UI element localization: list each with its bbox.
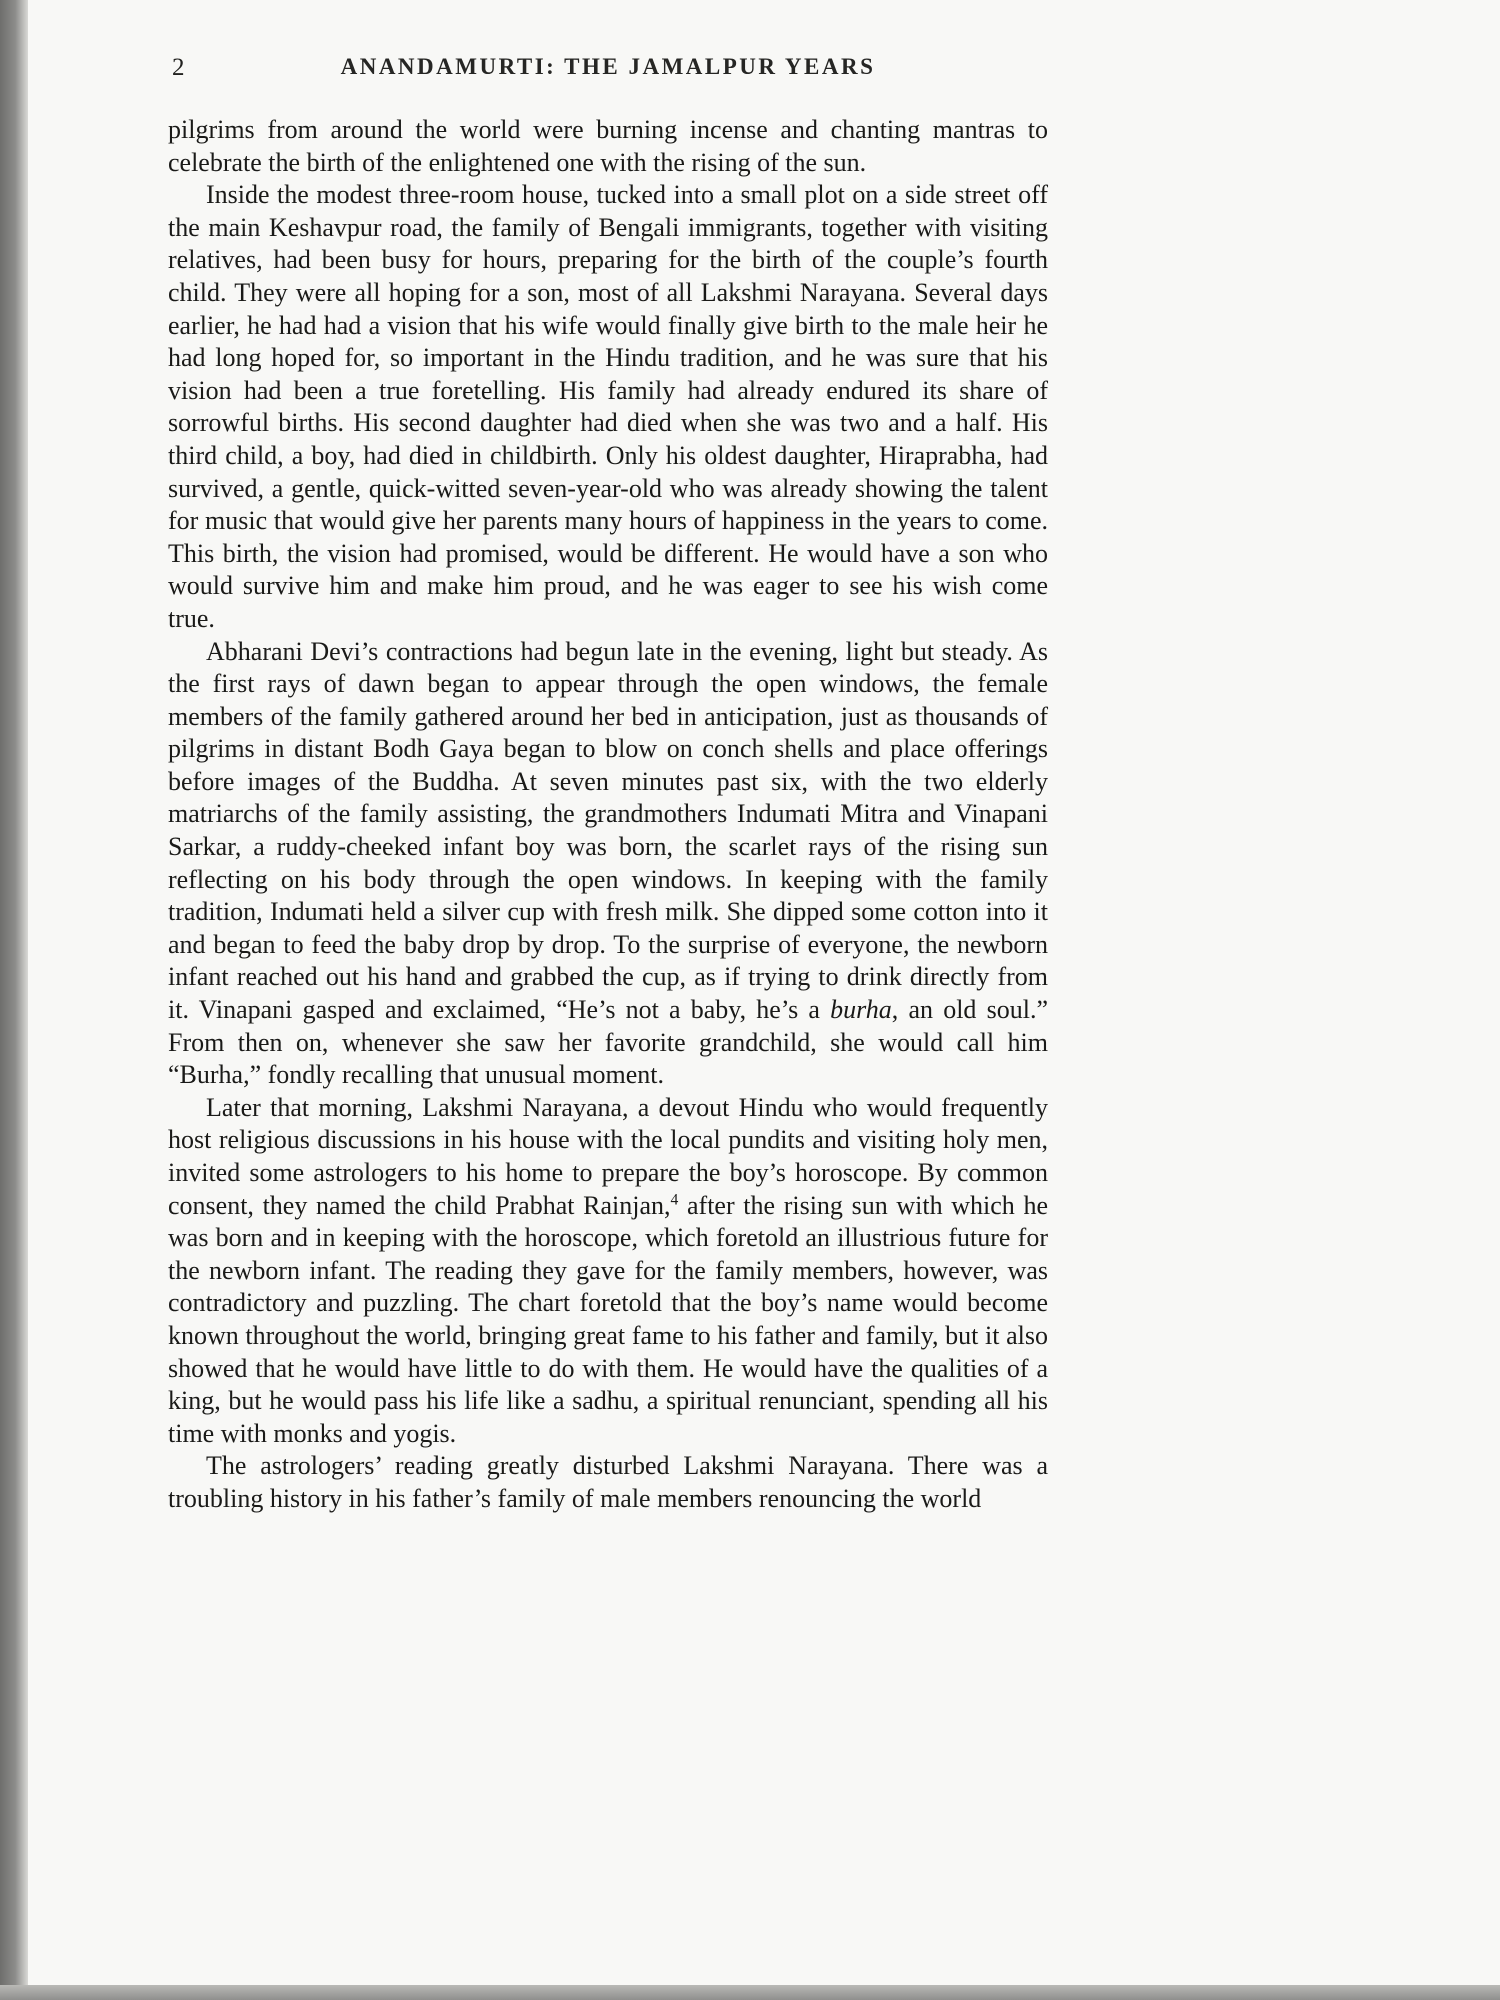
body-paragraph: [168, 636, 1048, 1092]
page-text-block: [168, 54, 1048, 1516]
body-paragraph: [168, 1092, 1048, 1451]
body-paragraph: pilgrims from around the world were burning incense and chanting mantras to celebrate the birth of the enlightened one with the rising of the sun.: [168, 115, 1048, 177]
scan-edge-left-strip: [0, 0, 28, 2000]
footnote-marker: 4: [670, 1190, 679, 1208]
running-head-title: ANANDAMURTI: THE JAMALPUR YEARS: [340, 54, 876, 79]
body-paragraph: The astrologers’ reading greatly disturbed Lakshmi Narayana. There was a troubling history in his father’s family of male members renouncing the world: [168, 1451, 1048, 1513]
body-text: [168, 114, 1048, 1516]
body-paragraph: Inside the modest three-room house, tucked into a small plot on a side street off the main Keshavpur road, the family of Bengali immigrants, together with visiting relatives, had been busy for hours, preparing for the birth of the couple’s fourth child. They were all hoping for a son, most of all Lakshmi Narayana. Several days earlier, he had had a vision that his wife would finally give birth to the male heir he had long hoped for, so important in the Hindu tradition, and he was sure that his vision had been a true foretelling. His family had already endured its share of sorrowful births. His second daughter had died when she was two and a half. His third child, a boy, had died in childbirth. Only his oldest daughter, Hiraprabha, had survived, a gentle, quick-witted seven-year-old who was already showing the talent for music that would give her parents many hours of happiness in the years to come. This birth, the vision had promised, would be different. He would have a son who would survive him and make him proud, and he was eager to see his wish come true.: [168, 180, 1048, 633]
scan-edge-bottom-strip: [0, 1985, 1500, 2000]
paragraph-segment: , an old soul.” From then on, whenever she saw her favorite grandchild, she would call him “Burha,” fondly recalling that unusual moment.: [168, 995, 1048, 1090]
page-number: 2: [172, 54, 185, 81]
paragraph-segment: after the rising sun with which he was born and in keeping with the horoscope, which foretold an illustrious future for the newborn infant. The reading they gave for the family members, however, was contradictory and puzzling. The chart foretold that the boy’s name would become known throughout the world, bringing great fame to his father and family, but it also showed that he would have little to do with them. He would have the qualities of a king, but he would pass his life like a sadhu, a spiritual renunciant, spending all his time with monks and yogis.: [168, 1190, 1049, 1448]
paragraph-segment: Abharani Devi’s contractions had begun late in the evening, light but steady. As the first rays of dawn began to appear through the open windows, the female members of the family gathered around her bed in anticipation, just as thousands of pilgrims in distant Bodh Gaya began to blow on conch shells and place offerings before images of the Buddha. At seven minutes past six, with the two elderly matriarchs of the family assisting, the grandmothers Indumati Mitra and Vinapani Sarkar, a ruddy-cheeked infant boy was born, the scarlet rays of the rising sun reflecting on his body through the open windows. In keeping with the family tradition, Indumati held a silver cup with fresh milk. She dipped some cotton into it and began to feed the baby drop by drop. To the surprise of everyone, the newborn infant reached out his hand and grabbed the cup, as if trying to drink directly from it. Vinapani gasped and exclaimed, “He’s not a baby, he’s a: [168, 636, 1048, 1025]
page-header: [168, 54, 1048, 90]
paragraph-segment: Later that morning, Lakshmi Narayana, a devout Hindu who would frequently host religious discussions in his house with the local pundits and visiting holy men, invited some astrologers to his home to prepare the boy’s horoscope. By common consent, they named the child Prabhat Rainjan,: [168, 1092, 1048, 1220]
italic-term: burha: [830, 995, 892, 1025]
